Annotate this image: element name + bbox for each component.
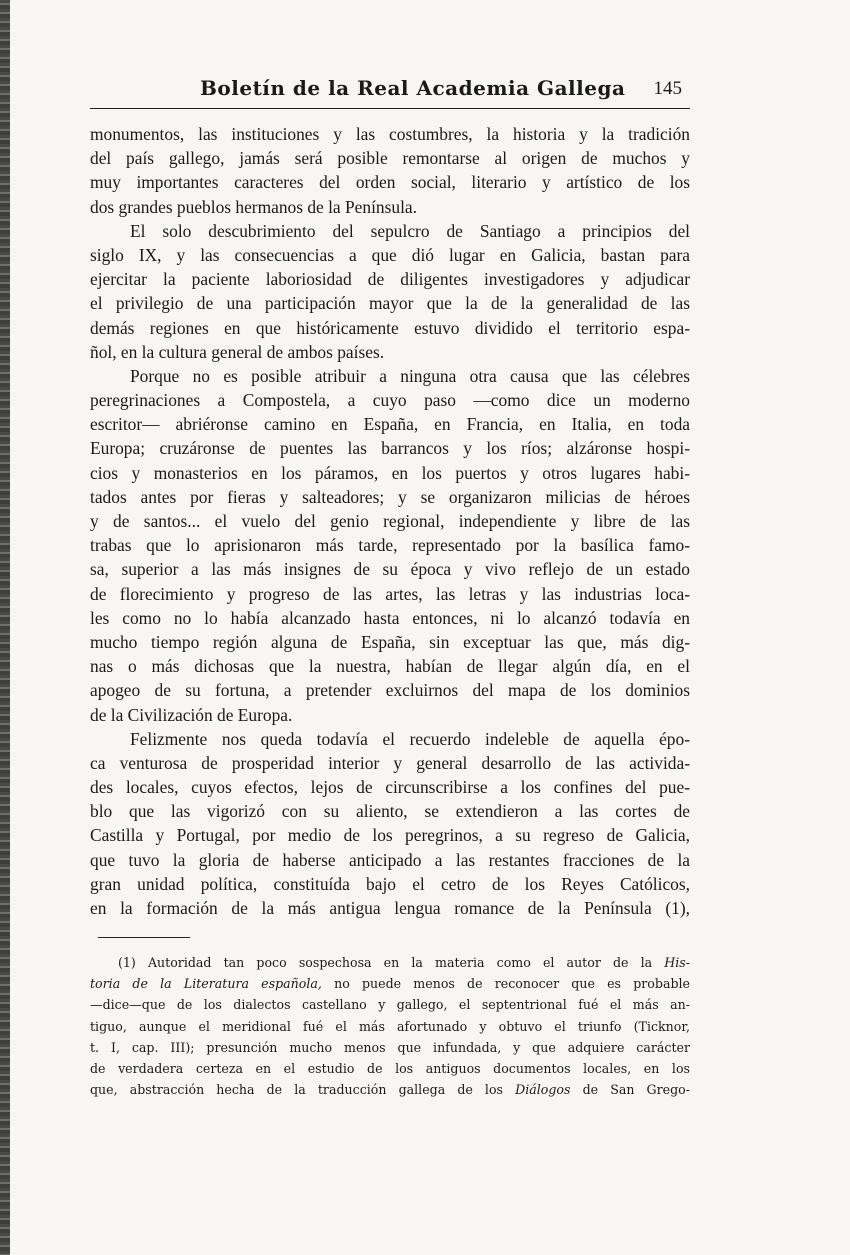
text-line: Felizmente nos queda todavía el recuerdo indeleble de aquella épo-	[130, 728, 690, 749]
text-line: El solo descubrimiento del sepulcro de Santiago a principios del	[130, 220, 690, 241]
footnote-line: de verdadera certeza en el estudio de los antiguos documentos locales, en los	[90, 1060, 690, 1076]
footnote-rule	[98, 937, 190, 938]
text-line: dos grandes pueblos hermanos de la Península.	[90, 196, 417, 217]
footnote-line	[90, 973, 690, 994]
footnote-line	[90, 952, 690, 973]
text-line: siglo IX, y las consecuencias a que dió lugar en Galicia, bastan para	[90, 244, 690, 265]
footnote-text: no puede menos de reconocer que es probable	[321, 976, 690, 992]
footnote-line: t. I, cap. III); presunción mucho menos que infundada, y que adquiere carácter	[90, 1039, 690, 1055]
text-line: ca venturosa de prosperidad interior y general desarrollo de las activida-	[90, 752, 690, 773]
footnote-italic-title: Diálogos	[515, 1082, 571, 1098]
text-line: des locales, cuyos efectos, lejos de circunscribirse a los confines del pue-	[90, 777, 690, 798]
text-line: ejercitar la paciente laboriosidad de diligentes investigadores y adjudicar	[90, 269, 690, 290]
text-line: trabas que lo aprisionaron más tarde, representado por la basílica famo-	[90, 535, 690, 556]
text-line: muy importantes caracteres del orden social, literario y artístico de los	[90, 172, 690, 193]
journal-title: Boletín de la Real Academia Gallega	[200, 76, 626, 100]
footnote-line: —dice—que de los dialectos castellano y gallego, el septentrional fué el más an-	[90, 997, 690, 1013]
text-line: gran unidad política, constituída bajo el cetro de los Reyes Católicos,	[90, 873, 690, 894]
page-edge-shadow	[0, 0, 10, 1255]
footnote-italic-title: toria de la Literatura española,	[90, 976, 322, 992]
footnote-text: de San Grego-	[570, 1082, 690, 1098]
text-line: cios y monasterios en los páramos, en los puertos y otros lugares habi-	[90, 462, 690, 483]
text-line: Europa; cruzáronse de puentes las barrancos y los ríos; alzáronse hospi-	[90, 438, 690, 459]
text-line: escritor— abriéronse camino en España, en Francia, en Italia, en toda	[90, 414, 690, 435]
text-line: en la formación de la más antigua lengua romance de la Península (1),	[90, 898, 690, 918]
text-line: mucho tiempo región alguna de España, sin exceptuar las que, más dig-	[90, 631, 690, 652]
text-line: que tuvo la gloria de haberse anticipado a las restantes fracciones de la	[90, 849, 690, 870]
text-line: tados antes por fieras y salteadores; y se organizaron milicias de héroes	[90, 486, 690, 507]
text-line: ñol, en la cultura general de ambos países.	[90, 341, 385, 362]
footnote-line	[90, 1079, 690, 1100]
text-line: del país gallego, jamás será posible remontarse al origen de muchos y	[90, 148, 690, 169]
text-line: de florecimiento y progreso de las artes, las letras y las industrias loca-	[90, 583, 690, 604]
text-line: nas o más dichosas que la nuestra, habían de llegar algún día, en el	[90, 656, 690, 677]
main-text	[90, 122, 690, 920]
page-number: 145	[653, 78, 682, 99]
text-line: el privilegio de una participación mayor que la de la generalidad de las	[90, 293, 690, 314]
footnote	[90, 952, 690, 1100]
footnote-italic-title: His-	[664, 955, 690, 970]
text-line: les como no lo había alcanzado hasta entonces, ni lo alcanzó todavía en	[90, 607, 690, 628]
text-line: Porque no es posible atribuir a ninguna otra causa que las célebres	[130, 365, 690, 386]
text-line: demás regiones en que históricamente estuvo dividido el territorio espa-	[90, 317, 690, 338]
text-line: sa, superior a las más insignes de su época y vivo reflejo de un estado	[90, 559, 690, 580]
footnote-line: tiguo, aunque el meridional fué el más afortunado y obtuvo el triunfo (Ticknor,	[90, 1018, 690, 1034]
text-line: y de santos... el vuelo del genio regional, independiente y libre de las	[90, 511, 690, 531]
text-line: peregrinaciones a Compostela, a cuyo paso —como dice un moderno	[90, 390, 690, 411]
text-line: monumentos, las instituciones y las costumbres, la historia y la tradición	[90, 124, 690, 144]
text-line: Castilla y Portugal, por medio de los peregrinos, a su regreso de Galicia,	[90, 825, 690, 846]
text-line: apogeo de su fortuna, a pretender excluirnos del mapa de los dominios	[90, 680, 690, 701]
text-line: blo que las vigorizó con su aliento, se extendieron a las cortes de	[90, 801, 690, 822]
text-line: de la Civilización de Europa.	[90, 704, 293, 725]
running-header	[90, 70, 690, 109]
footnote-text: que, abstracción hecha de la traducción gallega de los	[90, 1082, 516, 1098]
footnote-text: (1) Autoridad tan poco sospechosa en la materia como el autor de la	[118, 955, 665, 970]
